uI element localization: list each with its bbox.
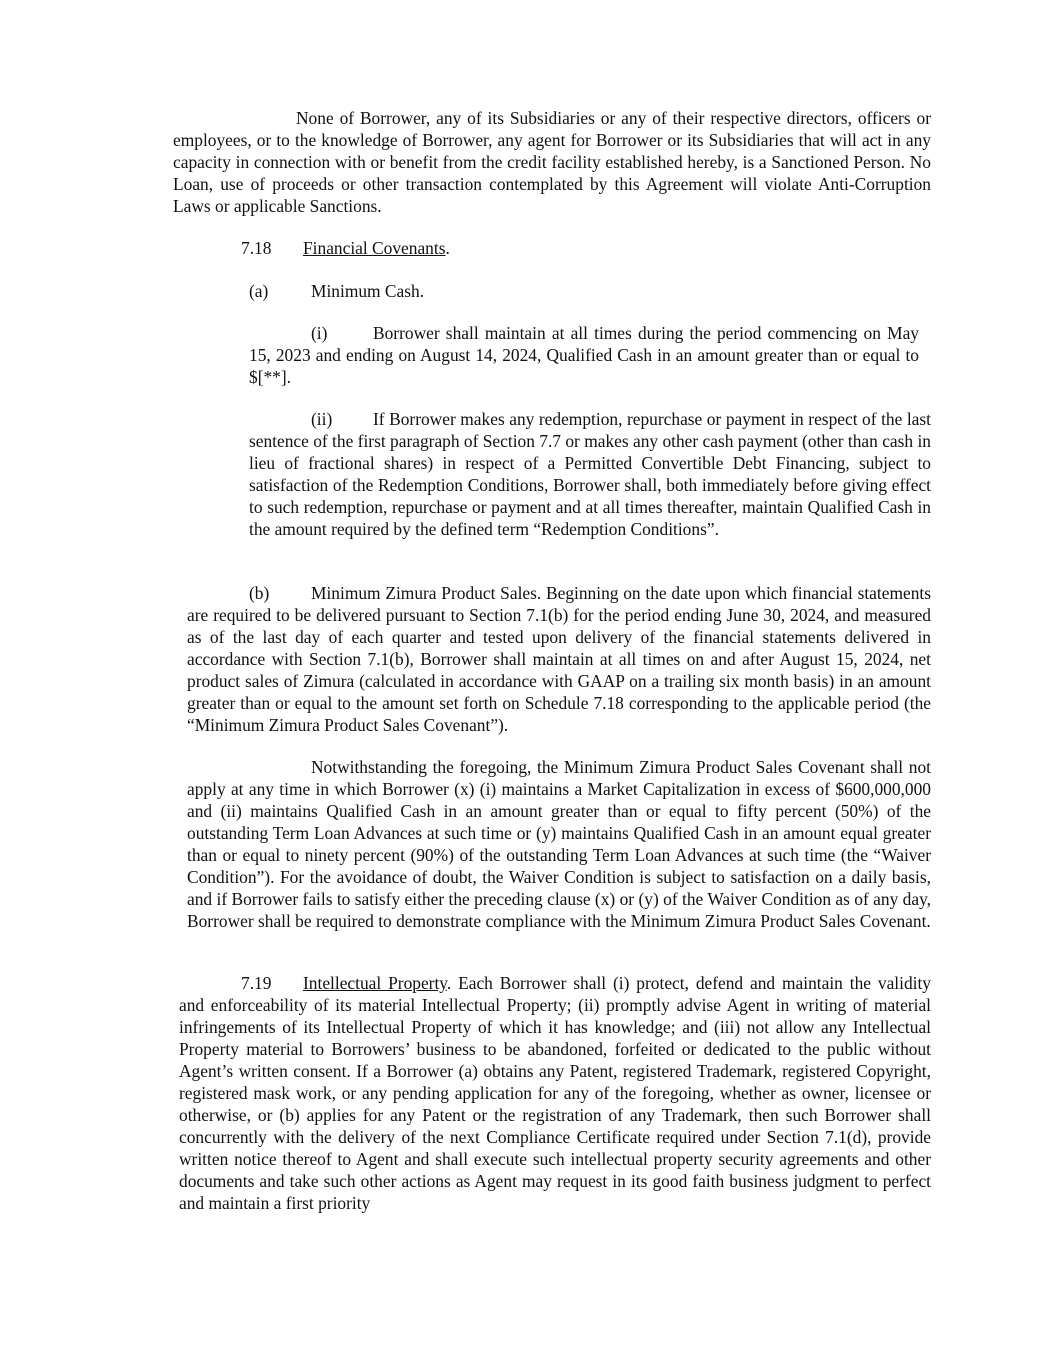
section-7-19-title: Intellectual Property: [303, 973, 447, 993]
clause-a-ii-text: If Borrower makes any redemption, repurchase or payment in respect of the last sentence of the first paragraph of Section 7.7 or makes any other cash payment (other than cash in lieu of fractional shares) in respect of a Permitted Convertible Debt Financing, subject to satisfaction of the Redemption Conditions, Borrower shall, both immediately before giving effect to such redemption, repurchase or payment and at all times thereafter, maintain Qualified Cash in the amount required by the defined term “Redemption Conditions”.: [249, 409, 931, 539]
clause-a-ii-label: (ii): [311, 409, 333, 429]
section-7-19-number: 7.19: [241, 973, 272, 993]
clause-a-label: (a): [249, 281, 269, 301]
clause-b-label: (b): [249, 583, 270, 603]
clause-a-i-text: Borrower shall maintain at all times during the period commencing on May 15, 2023 and ending on August 14, 2024, Qualified Cash in an amount greater than or equal to $[**].: [249, 323, 919, 387]
clause-a-heading: [249, 280, 931, 302]
clause-a-ii: [249, 408, 931, 540]
clause-b-text: Minimum Zimura Product Sales. Beginning on the date upon which financial statements are required to be delivered pursuant to Section 7.1(b) for the period ending June 30, 2024, and measured as of the last day of each quarter and tested upon delivery of the financial statements delivered in accordance with Section 7.1(b), Borrower shall maintain at all times on and after August 15, 2024, net product sales of Zimura (calculated in accordance with GAAP on a trailing six month basis) in an amount greater than or equal to the amount set forth on Schedule 7.18 corresponding to the applicable period (the “Minimum Zimura Product Sales Covenant”).: [187, 583, 931, 735]
notwithstanding-paragraph: Notwithstanding the foregoing, the Minimum Zimura Product Sales Covenant shall not apply at any time in which Borrower (x) (i) maintains a Market Capitalization in excess of $600,000,000 and (ii) maintains Qualified Cash in an amount greater than or equal to fifty percent (50%) of the outstanding Term Loan Advances at such time or (y) maintains Qualified Cash in an amount equal greater than or equal to ninety percent (90%) of the outstanding Term Loan Advances at such time (the “Waiver Condition”). For the avoidance of doubt, the Waiver Condition is subject to satisfaction on a daily basis, and if Borrower fails to satisfy either the preceding clause (x) or (y) of the Waiver Condition as of any day, Borrower shall be required to demonstrate compliance with the Minimum Zimura Product Sales Covenant.: [187, 757, 931, 931]
section-7-18-heading: [241, 237, 931, 259]
sanctions-paragraph: None of Borrower, any of its Subsidiaries or any of their respective directors, officers or employees, or to the knowledge of Borrower, any agent for Borrower or its Subsidiaries that will act in any capacity in connection with or benefit from the credit facility established hereby, is a Sanctioned Person. No Loan, use of proceeds or other transaction contemplated by this Agreement will violate Anti-Corruption Laws or applicable Sanctions.: [173, 108, 931, 216]
section-7-19-text: . Each Borrower shall (i) protect, defend and maintain the validity and enforceability of its material Intellectual Property; (ii) promptly advise Agent in writing of material infringements of its Intellectual Property of which it has knowledge; and (iii) not allow any Intellectual Property material to Borrowers’ business to be abandoned, forfeited or dedicated to the public without Agent’s written consent. If a Borrower (a) obtains any Patent, registered Trademark, registered Copyright, registered mask work, or any pending application for any of the foregoing, whether as owner, licensee or otherwise, or (b) applies for any Patent or the registration of any Trademark, then such Borrower shall concurrently with the delivery of the next Compliance Certificate required under Section 7.1(d), provide written notice thereof to Agent and shall execute such intellectual property security agreements and other documents and take such other actions as Agent may request in its good faith business judgment to perfect and maintain a first priority: [179, 973, 932, 1213]
section-7-18-title: Financial Covenants: [303, 238, 446, 258]
clause-b: [187, 582, 931, 736]
section-7-18-title-suffix: .: [445, 238, 450, 258]
section-7-18-number: 7.18: [241, 238, 272, 258]
clause-a-i: [249, 322, 919, 388]
clause-a-i-label: (i): [311, 323, 328, 343]
clause-a-title: Minimum Cash.: [311, 281, 425, 301]
section-7-19: [179, 972, 931, 1214]
